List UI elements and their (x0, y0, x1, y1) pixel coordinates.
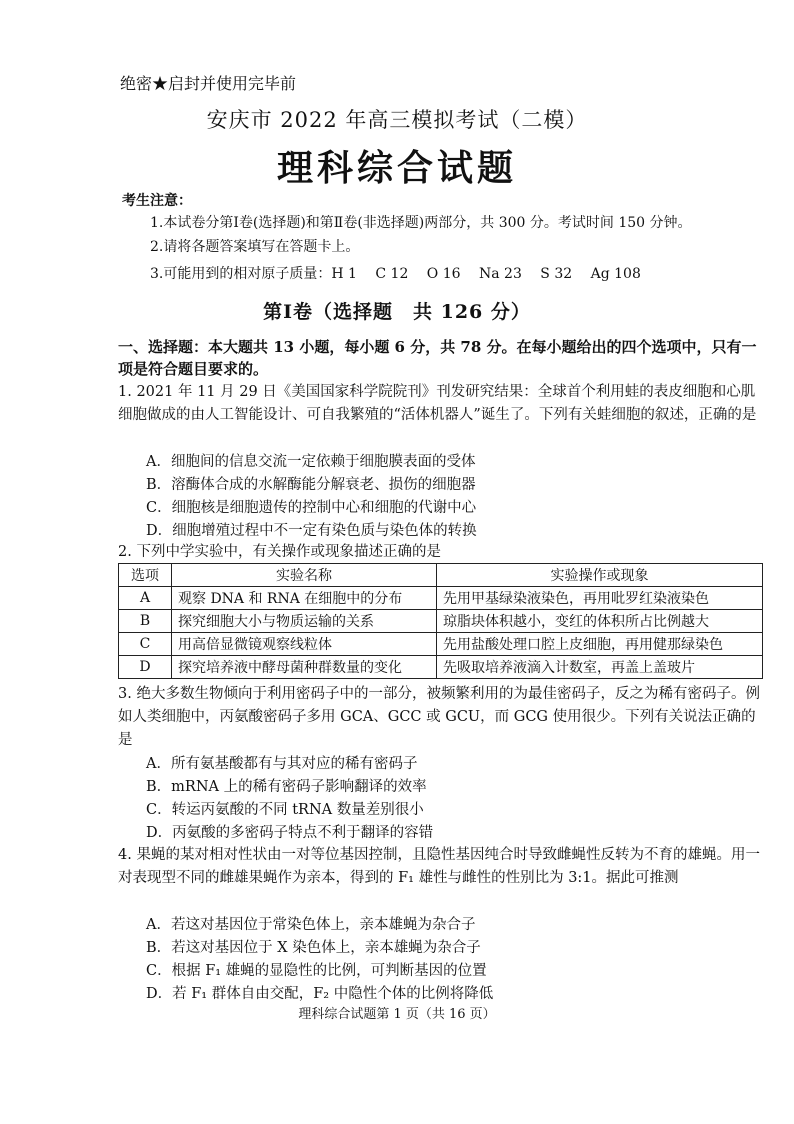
notice-item: 1.本试卷分第Ⅰ卷(选择题)和第Ⅱ卷(非选择题)两部分，共 300 分。考试时间 150 分钟。 (150, 215, 692, 231)
question-4-option-a: A．若这对基因位于常染色体上，亲本雄蝇为杂合子 (146, 917, 476, 933)
table-row (119, 633, 763, 656)
experiment-table (118, 563, 763, 679)
question-4-option-b: B．若这对基因位于 X 染色体上，亲本雄蝇为杂合子 (146, 940, 481, 956)
table-cell: 探究培养液中酵母菌种群数量的变化 (172, 656, 437, 679)
table-cell: A (119, 587, 172, 610)
question-3-option-a: A．所有氨基酸都有与其对应的稀有密码子 (146, 756, 418, 772)
confidential-label: 绝密★启封并使用完毕前 (120, 74, 297, 93)
question-4-option-c: C．根据 F₁ 雄蝇的显隐性的比例，可判断基因的位置 (146, 963, 487, 979)
table-cell: C (119, 633, 172, 656)
question-3-stem: 3. 绝大多数生物倾向于利用密码子中的一部分，被频繁利用的为最佳密码子，反之为稀有密码子。例如人类细胞中，丙氨酸密码子多用 GCA、GCC 或 GCU，而 GCG 使用很少。下列有关说法正确的是 (118, 686, 760, 748)
table-header-cell: 实验操作或现象 (437, 564, 763, 587)
question-1-option-a: A．细胞间的信息交流一定依赖于细胞膜表面的受体 (146, 454, 476, 470)
question-2-stem: 2. 下列中学实验中，有关操作或现象描述正确的是 (118, 544, 441, 560)
notice-item: 2.请将各题答案填写在答题卡上。 (150, 239, 360, 255)
question-3-option-b: B．mRNA 上的稀有密码子影响翻译的效率 (146, 779, 427, 795)
table-cell: D (119, 656, 172, 679)
notice-heading: 考生注意： (122, 193, 192, 209)
subject-title: 理科综合试题 (276, 147, 517, 189)
question-4-stem: 4. 果蝇的某对相对性状由一对等位基因控制，且隐性基因纯合时导致雌蝇性反转为不育的雄蝇。用一对表现型不同的雌雄果蝇作为亲本，得到的 F₁ 雄性与雌性的性别比为 3:1。据此可推测 (118, 847, 760, 886)
table-cell: 观察 DNA 和 RNA 在细胞中的分布 (172, 587, 437, 610)
table-row (119, 610, 763, 633)
question-4-option-d: D．若 F₁ 群体自由交配，F₂ 中隐性个体的比例将降低 (146, 986, 494, 1002)
table-cell: 用高倍显微镜观察线粒体 (172, 633, 437, 656)
question-3-option-c: C．转运丙氨酸的不同 tRNA 数量差别很小 (146, 802, 424, 818)
question-1-option-c: C．细胞核是细胞遗传的控制中心和细胞的代谢中心 (146, 500, 477, 516)
table-cell: 探究细胞大小与物质运输的关系 (172, 610, 437, 633)
part-heading: 一、选择题：本大题共 13 小题，每小题 6 分，共 78 分。在每小题给出的四个选项中，只有一项是符合题目要求的。 (118, 338, 757, 378)
table-cell: 琼脂块体积越小，变红的体积所占比例越大 (437, 610, 763, 633)
table-cell: 先吸取培养液滴入计数室，再盖上盖玻片 (437, 656, 763, 679)
exam-title: 安庆市 2022 年高三模拟考试（二模） (206, 108, 588, 132)
table-row (119, 656, 763, 679)
question-1-option-b: B．溶酶体合成的水解酶能分解衰老、损伤的细胞器 (146, 477, 476, 493)
table-cell: 先用盐酸处理口腔上皮细胞，再用健那绿染色 (437, 633, 763, 656)
section-title: 第Ⅰ卷（选择题 共 126 分） (263, 301, 531, 323)
table-row (119, 587, 763, 610)
question-3-option-d: D．丙氨酸的多密码子特点不利于翻译的容错 (146, 825, 434, 841)
notice-item: 3.可能用到的相对原子质量：H 1 C 12 O 16 Na 23 S 32 Ag 108 (150, 266, 641, 282)
question-1-stem: 1. 2021 年 11 月 29 日《美国国家科学院院刊》刊发研究结果：全球首个利用蛙的表皮细胞和心肌细胞做成的由人工智能设计、可自我繁殖的“活体机器人”诞生了。下列有关蛙细胞的叙述，正确的是 (118, 384, 757, 423)
table-header-cell: 选项 (119, 564, 172, 587)
table-header-cell: 实验名称 (172, 564, 437, 587)
table-header-row (119, 564, 763, 587)
table-cell: 先用甲基绿染液染色，再用吡罗红染液染色 (437, 587, 763, 610)
page-footer: 理科综合试题第 1 页（共 16 页） (298, 1007, 496, 1022)
table-cell: B (119, 610, 172, 633)
question-1-option-d: D．细胞增殖过程中不一定有染色质与染色体的转换 (146, 523, 477, 539)
